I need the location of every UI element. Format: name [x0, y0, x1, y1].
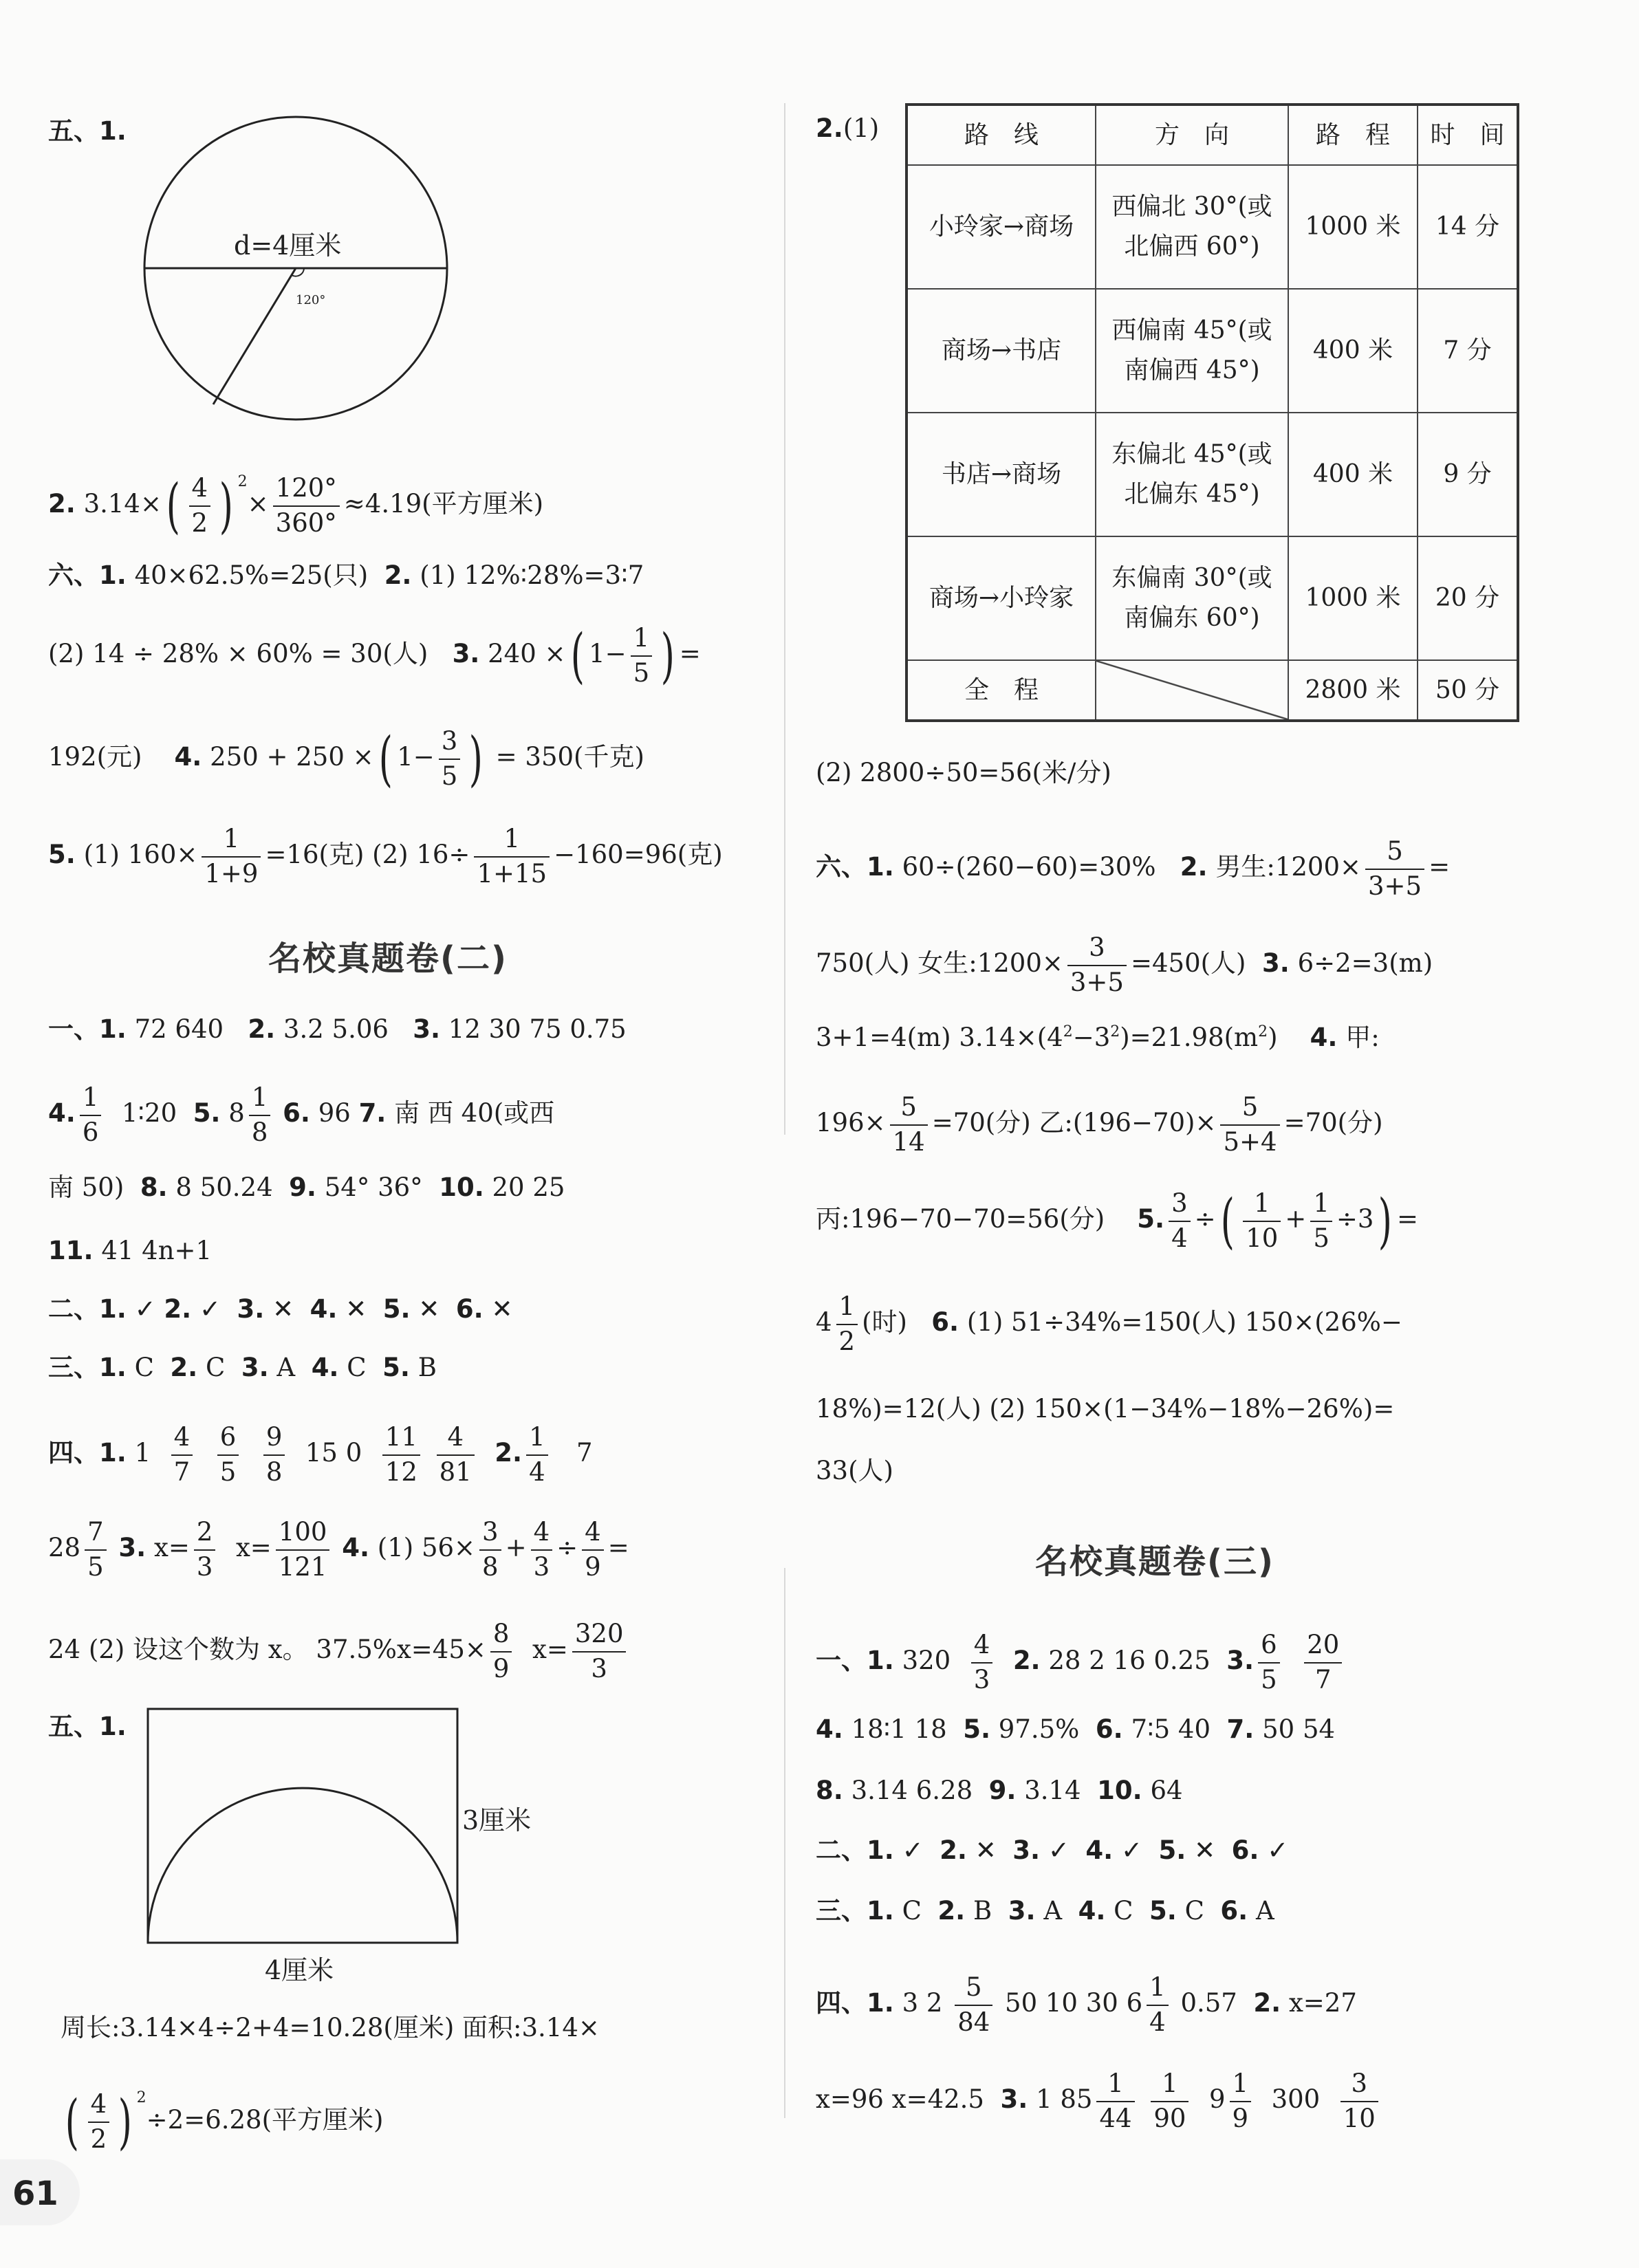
section-title-2: 名校真题卷(二) — [268, 939, 508, 978]
semicircle-diagram — [138, 1699, 564, 1987]
header-direction: 方 向 — [1096, 105, 1288, 165]
direction-cell: 西偏北 30°(或 北偏西 60°) — [1096, 165, 1288, 289]
total-distance-cell: 2800 米 — [1288, 660, 1418, 721]
time-cell: 9 分 — [1418, 413, 1518, 536]
time-cell: 7 分 — [1418, 289, 1518, 413]
left-p1-line2: 4. $\frac{1}{6}$ 1∶20 5. 8 $\frac{1}{8}$ 6. 96 7. 南 西 40(或西 — [48, 1082, 555, 1147]
left-s6-line3: 192(元) 4. 250 + 250 ×( 1− $\frac{3}{5}$ ) = 350(千克) — [48, 724, 644, 794]
table-header-row — [907, 105, 1518, 165]
distance-cell: 1000 米 — [1288, 165, 1418, 289]
radius-line — [213, 268, 296, 404]
right-s6-line2: 750(人) 女生:1200× $\frac{3}{3+5}$ =450(人) 3. 6÷2=3(m) — [816, 933, 1433, 997]
angle-label: 120° — [296, 293, 326, 307]
semicircle-arc — [148, 1788, 457, 1943]
table-total-row — [907, 660, 1518, 721]
page-number: 61 — [12, 2174, 58, 2213]
distance-cell: 400 米 — [1288, 289, 1418, 413]
right-q2-2-line: (2) 2800÷50=56(米/分) — [816, 758, 1111, 787]
header-time: 时 间 — [1418, 105, 1518, 165]
right-s6-line8: 33(人) — [816, 1456, 893, 1485]
direction-cell: 东偏北 45°(或 北偏东 45°) — [1096, 413, 1288, 536]
left-p4-line1: 四、1. 1 $\frac{4}{7}$ $\frac{6}{5}$ $\frac{9}{8}$ 15 0 $\frac{11}{12}$ $\frac{4}{81}$ 2. $\frac{1}{4}$ 7 — [48, 1422, 593, 1487]
table-row — [907, 536, 1518, 660]
right-q2-label: 2.(1) — [816, 113, 880, 143]
left-p4-line2: 28 $\frac{7}{5}$ 3. x= $\frac{2}{3}$ x= $\frac{100}{121}$ 4. (1) 56× $\frac{3}{8}$ + $\frac{4}{3}$ ÷ $\frac{4}{9}$ = — [48, 1517, 629, 1582]
table-row — [907, 413, 1518, 536]
header-route: 路 线 — [907, 105, 1096, 165]
route-cell: 小玲家→商场 — [907, 165, 1096, 289]
direction-cell: 西偏南 45°(或 南偏西 45°) — [1096, 289, 1288, 413]
route-cell: 商场→小玲家 — [907, 536, 1096, 660]
section-title-3: 名校真题卷(三) — [1035, 1542, 1274, 1581]
header-distance: 路 程 — [1288, 105, 1418, 165]
left-p1-line1: 一、1. 72 640 2. 3.2 5.06 3. 12 30 75 0.75 — [48, 1014, 627, 1044]
left-p1-line3: 南 50) 8. 8 50.24 9. 54° 36° 10. 20 25 — [48, 1173, 565, 1202]
left-p1-line4: 11. 41 4n+1 — [48, 1236, 213, 1265]
table-row — [907, 289, 1518, 413]
diameter-label: d=4厘米 — [234, 230, 342, 261]
distance-cell: 400 米 — [1288, 413, 1418, 536]
rect-width-label: 4厘米 — [265, 1955, 334, 1985]
right-p3-line: 三、1. C 2. B 3. A 4. C 5. C 6. A — [816, 1896, 1274, 1926]
left-s6-line1: 六、1. 40×62.5%=25(只) 2. (1) 12%∶28%=3∶7 — [48, 560, 644, 590]
left-q2-line: 2. 3.14×( $\frac{4}{2}$ ) 2× $\frac{120^\circ}{360^\circ}$ ≈4.19(平方厘米) — [48, 471, 544, 541]
left-area-line: ( $\frac{4}{2}$ ) 2÷2=6.28(平方厘米) — [65, 2087, 384, 2157]
total-route-cell: 全 程 — [907, 660, 1096, 721]
left-s6-line4: 5. (1) 160× $\frac{1}{1+9}$ =16(克) (2) 16÷ $\frac{1}{1+15}$ −160=96(克) — [48, 824, 723, 888]
time-cell: 14 分 — [1418, 165, 1518, 289]
column-divider-top — [784, 103, 785, 1135]
route-cell: 书店→商场 — [907, 413, 1096, 536]
circle-diagram — [131, 110, 475, 454]
left-perimeter-line: 周长:3.14×4÷2+4=10.28(厘米) 面积:3.14× — [61, 2013, 600, 2042]
right-s6-line7: 18%)=12(人) (2) 150×(1−34%−18%−26%)= — [816, 1394, 1395, 1424]
right-s6-line1: 六、1. 60÷(260−60)=30% 2. 男生:1200× $\frac{5}{3+5}$ = — [816, 836, 1451, 901]
column-divider-bottom — [784, 1568, 785, 2118]
right-s6-line6: 4 $\frac{1}{2}$ (时) 6. (1) 51÷34%=150(人) 150×(26%− — [816, 1291, 1402, 1356]
distance-cell: 1000 米 — [1288, 536, 1418, 660]
total-direction-cell — [1096, 660, 1288, 721]
total-time-cell: 50 分 — [1418, 660, 1518, 721]
route-table — [905, 103, 1519, 722]
right-p2-line: 二、1. ✓ 2. ✕ 3. ✓ 4. ✓ 5. ✕ 6. ✓ — [816, 1835, 1289, 1865]
route-cell: 商场→书店 — [907, 289, 1096, 413]
right-p4-line1: 四、1. 3 2 $\frac{5}{84}$ 50 10 30 6 $\frac{1}{4}$ 0.57 2. x=27 — [816, 1972, 1357, 2037]
rect-height-label: 3厘米 — [462, 1805, 532, 1835]
right-p1-line3: 8. 3.14 6.28 9. 3.14 10. 64 — [816, 1776, 1183, 1805]
right-p4-line2: x=96 x=42.5 3. 1 85 $\frac{1}{44}$ $\frac{1}{90}$ 9 $\frac{1}{9}$ 300 $\frac{3}{10}$ — [816, 2070, 1382, 2133]
section-5-label: 五、1. — [48, 116, 127, 146]
left-s5-label-2: 五、1. — [48, 1712, 127, 1741]
right-s6-line3: 3+1=4(m) 3.14×(42−32)=21.98(m2) 4. 甲: — [816, 1023, 1380, 1052]
rectangle-shape — [148, 1709, 457, 1943]
table-row — [907, 165, 1518, 289]
right-p1-line2: 4. 18∶1 18 5. 97.5% 6. 7∶5 40 7. 50 54 — [816, 1714, 1336, 1744]
page-number-badge — [0, 2159, 80, 2225]
direction-cell: 东偏南 30°(或 南偏东 60°) — [1096, 536, 1288, 660]
time-cell: 20 分 — [1418, 536, 1518, 660]
right-p1-line1: 一、1. 320 $\frac{4}{3}$ 2. 28 2 16 0.25 3. $\frac{6}{5}$ $\frac{20}{7}$ — [816, 1631, 1346, 1694]
right-s6-line4: 196× $\frac{5}{14}$ =70(分) 乙:(196−70)× $\frac{5}{5+4}$ =70(分) — [816, 1092, 1383, 1157]
right-s6-line5: 丙:196−70−70=56(分) 5. $\frac{3}{4}$ ÷( $\frac{1}{10}$ + $\frac{1}{5}$ ÷3) = — [816, 1186, 1418, 1256]
left-s6-line2: (2) 14 ÷ 28% × 60% = 30(人) 3. 240 ×( 1− $\frac{1}{5}$ ) = — [48, 621, 701, 690]
left-p3-line: 三、1. C 2. C 3. A 4. C 5. B — [48, 1353, 437, 1382]
left-p4-line3: 24 (2) 设这个数为 x。 37.5%x=45× $\frac{8}{9}$ x= $\frac{320}{3}$ — [48, 1620, 630, 1683]
left-p2-line: 二、1. ✓ 2. ✓ 3. ✕ 4. ✕ 5. ✕ 6. ✕ — [48, 1294, 513, 1324]
